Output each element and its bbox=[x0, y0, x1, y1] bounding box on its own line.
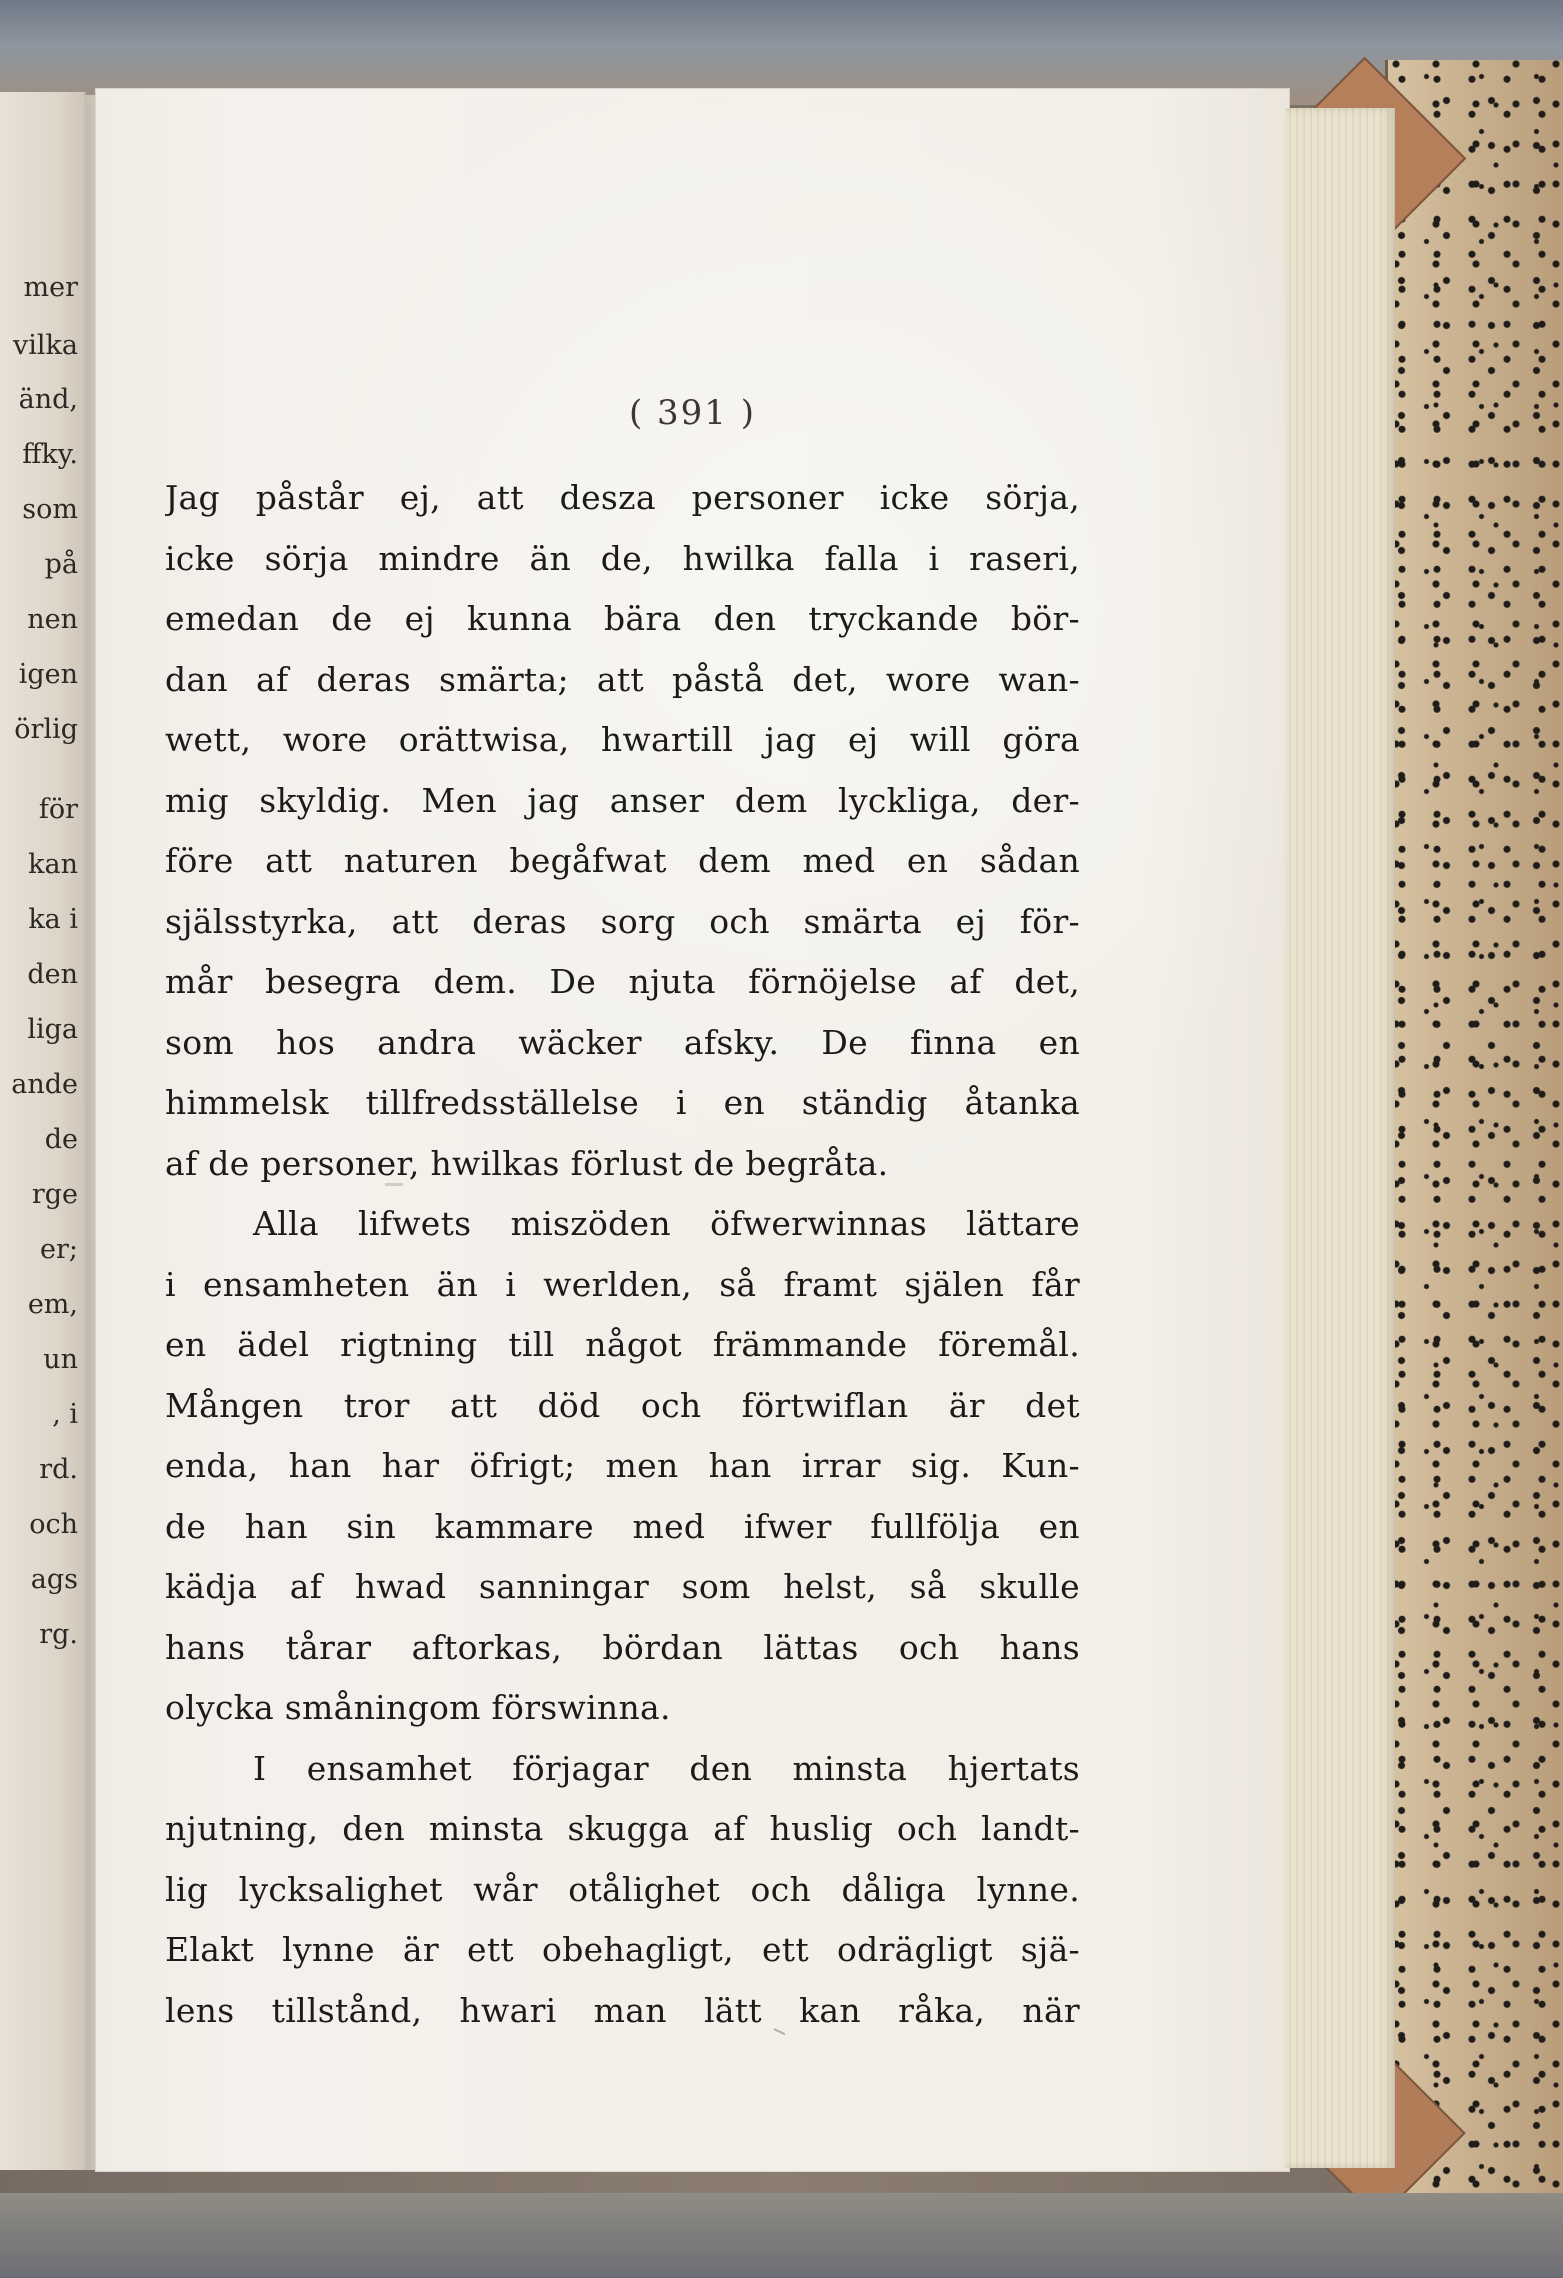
text-line: som hos andra wäcker afsky. De finna en bbox=[165, 1022, 1080, 1062]
left-page-line: som bbox=[22, 494, 78, 525]
left-page-line: rd. bbox=[39, 1454, 78, 1485]
text-line: dan af deras smärta; att påstå det, wore wan- bbox=[165, 659, 1080, 699]
left-page-line: för bbox=[38, 794, 78, 825]
text-line: lig lycksalighet wår otålighet och dåliga lynne. bbox=[165, 1869, 1080, 1909]
text-line: lens tillstånd, hwari man lätt kan råka, när bbox=[165, 1990, 1080, 2030]
stacked-page-edges bbox=[1285, 108, 1395, 2168]
left-page-line: un bbox=[43, 1344, 78, 1375]
text-line: mår besegra dem. De njuta förnöjelse af det, bbox=[165, 962, 1080, 1001]
left-page-line: em, bbox=[27, 1289, 78, 1320]
text-line: före att naturen begåfwat dem med en sådan bbox=[165, 841, 1080, 880]
left-page-fragment bbox=[0, 92, 86, 2170]
text-line: af de personer, hwilkas förlust de begråta. bbox=[165, 1143, 889, 1183]
page-speckle-mark bbox=[385, 1183, 403, 1186]
left-page-line: kan bbox=[28, 849, 78, 880]
text-line: I ensamhet förjagar den minsta hjertats bbox=[253, 1748, 1080, 1788]
left-page-line: ande bbox=[11, 1069, 78, 1100]
text-line: hans tårar aftorkas, bördan lättas och hans bbox=[165, 1627, 1080, 1667]
text-line: Alla lifwets miszöden öfwerwinnas lättare bbox=[253, 1204, 1080, 1243]
text-line: de han sin kammare med ifwer fullfölja en bbox=[165, 1506, 1080, 1546]
left-page-line: , i bbox=[52, 1399, 78, 1430]
page-number: ( 391 ) bbox=[628, 393, 757, 433]
left-page-line: igen bbox=[18, 659, 78, 690]
left-page-line: och bbox=[29, 1509, 78, 1540]
left-page-line: änd, bbox=[18, 384, 78, 415]
text-line: himmelsk tillfredsställelse i en ständig åtanka bbox=[165, 1083, 1080, 1122]
book-cover-right-edge bbox=[1385, 60, 1563, 2200]
text-line: Mången tror att död och förtwiflan är det bbox=[165, 1385, 1080, 1425]
left-page-line: den bbox=[27, 959, 78, 990]
text-line: emedan de ej kunna bära den tryckande bör- bbox=[165, 599, 1080, 638]
text-line: mig skyldig. Men jag anser dem lyckliga, der- bbox=[165, 780, 1080, 820]
left-page-line: er; bbox=[40, 1234, 78, 1265]
left-page-line: mer bbox=[23, 272, 78, 303]
left-page-line: örlig bbox=[14, 714, 78, 745]
text-line: Jag påstår ej, att desza personer icke sörja, bbox=[165, 478, 1080, 517]
text-line: en ädel rigtning till något främmande föremål. bbox=[165, 1325, 1080, 1364]
book-bottom-edge bbox=[0, 2193, 1563, 2278]
left-page-line: ka i bbox=[28, 904, 78, 935]
text-line: wett, wore orättwisa, hwartill jag ej will göra bbox=[165, 720, 1080, 759]
left-page-line: rge bbox=[31, 1179, 78, 1210]
text-line: icke sörja mindre än de, hwilka falla i raseri, bbox=[165, 538, 1080, 578]
page-text-block bbox=[165, 468, 1080, 2041]
left-page-line: på bbox=[44, 549, 78, 580]
left-page-line: rg. bbox=[39, 1619, 78, 1650]
text-line: Elakt lynne är ett obehagligt, ett odrägligt sjä- bbox=[165, 1930, 1080, 1969]
text-line: i ensamheten än i werlden, så framt själen får bbox=[165, 1264, 1080, 1304]
left-page-line: de bbox=[44, 1124, 78, 1155]
right-book-page bbox=[95, 88, 1290, 2172]
left-page-line: vilka bbox=[13, 330, 78, 361]
left-page-line: ffky. bbox=[22, 439, 78, 470]
text-line: enda, han har öfrigt; men han irrar sig. Kun- bbox=[165, 1446, 1080, 1485]
text-line: kädja af hwad sanningar som helst, så skulle bbox=[165, 1567, 1080, 1606]
text-line: själsstyrka, att deras sorg och smärta ej för- bbox=[165, 901, 1080, 941]
left-page-line: liga bbox=[27, 1014, 78, 1045]
left-page-line: nen bbox=[27, 604, 78, 635]
text-line: njutning, den minsta skugga af huslig och landt- bbox=[165, 1809, 1080, 1848]
text-line: olycka småningom förswinna. bbox=[165, 1688, 671, 1727]
left-page-line: ags bbox=[30, 1564, 78, 1595]
